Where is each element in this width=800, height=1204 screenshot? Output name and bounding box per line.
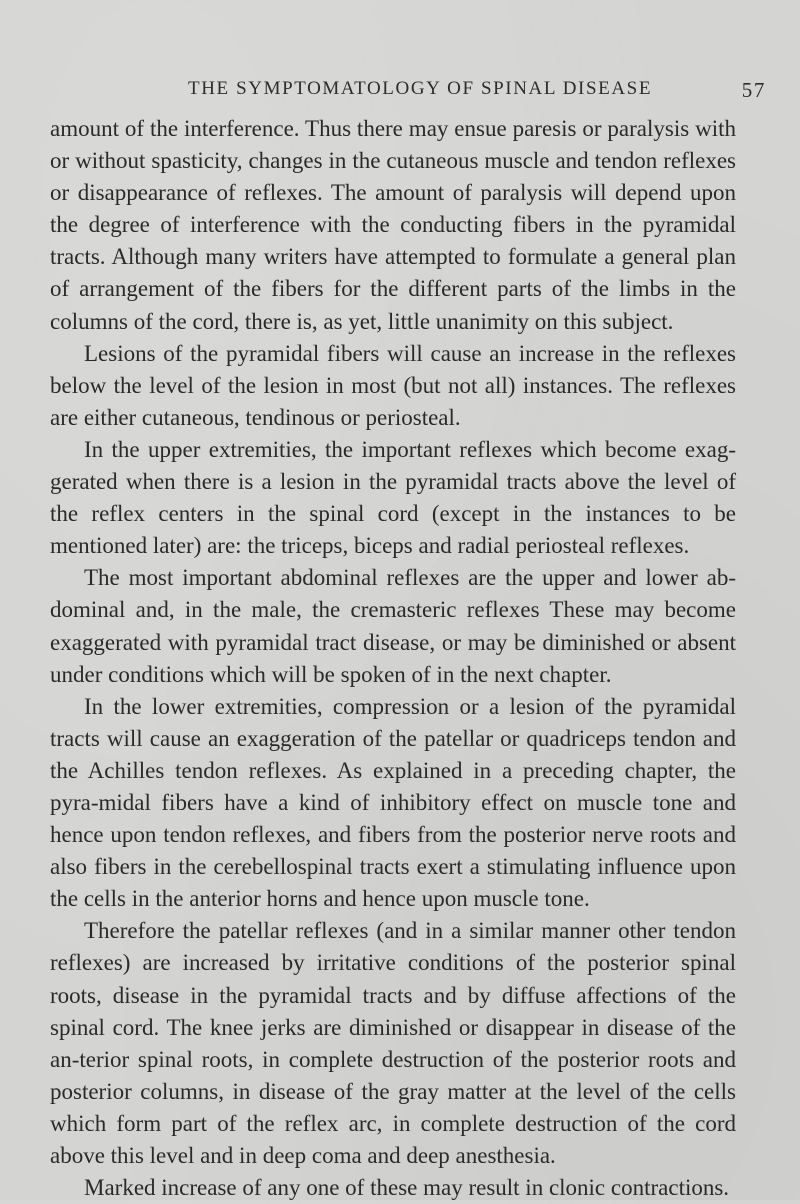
page-number: 57 [741,78,766,102]
paragraph-abdominal-reflexes: The most important abdominal reflexes are the upper and lower ab-dominal and, in the male, the cremasteric reflexes These may become exaggerated with pyramidal tract disease, or may be diminished or absent under conditions which will be spoken of in the next chapter. [50,565,736,687]
paragraph-patellar-reflexes: Therefore the patellar reflexes (and in a similar manner other tendon reflexes) are increased by irritative conditions of the posterior spinal roots, disease in the pyramidal tracts and by diffuse affections of the spinal cord. The knee jerks are diminished or disappear in disease of the an-terior spinal roots, in complete destruction of the posterior roots and posterior columns, in disease of the gray matter at the level of the cells which form part of the reflex arc, in complete destruction of the cord above this level and in deep coma and deep anesthesia. [50,918,736,1168]
paragraph-upper-extremities: In the upper extremities, the important reflexes which become exag-gerated when there is a lesion in the pyramidal tracts above the level of the reflex centers in the spinal cord (except in the instances to be mentioned later) are: the triceps, biceps and radial periosteal reflexes. [50,436,736,559]
paragraph-clonic-contractions: Marked increase of any one of these may result in clonic contractions. [84,1175,730,1201]
paragraph-continuation: amount of the interference. Thus there may ensue paresis or paralysis with or without spasticity, changes in the cutaneous muscle and tendon reflexes or disappearance of reflexes. The amount of paralysis will depend upon the degree of interference with the conducting fibers in the pyramidal tracts. Although many writers have attempted to formulate a general plan of arrangement of the fibers for the different parts of the limbs in the columns of the cord, there is, as yet, little unanimity on this subject. [50,116,736,334]
paragraph-lower-extremities: In the lower extremities, compression or a lesion of the pyramidal tracts will cause an exaggeration of the patellar or quadriceps tendon and the Achilles tendon reflexes. As explained in a preceding chapter, the pyra-midal fibers have a kind of inhibitory effect on muscle tone and hence upon tendon reflexes, and fibers from the posterior nerve roots and also fibers in the cerebellospinal tracts exert a stimulating influence upon the cells in the anterior horns and hence upon muscle tone. [50,693,736,912]
running-head [188,78,766,108]
paragraph-pyramidal-lesions: Lesions of the pyramidal fibers will cause an increase in the reflexes below the level of the lesion in most (but not all) instances. The reflexes are either cutaneous, tendinous or periosteal. [50,340,736,430]
body-text [50,113,736,1204]
chapter-title: THE SYMPTOMATOLOGY OF SPINAL DISEASE [188,78,653,99]
